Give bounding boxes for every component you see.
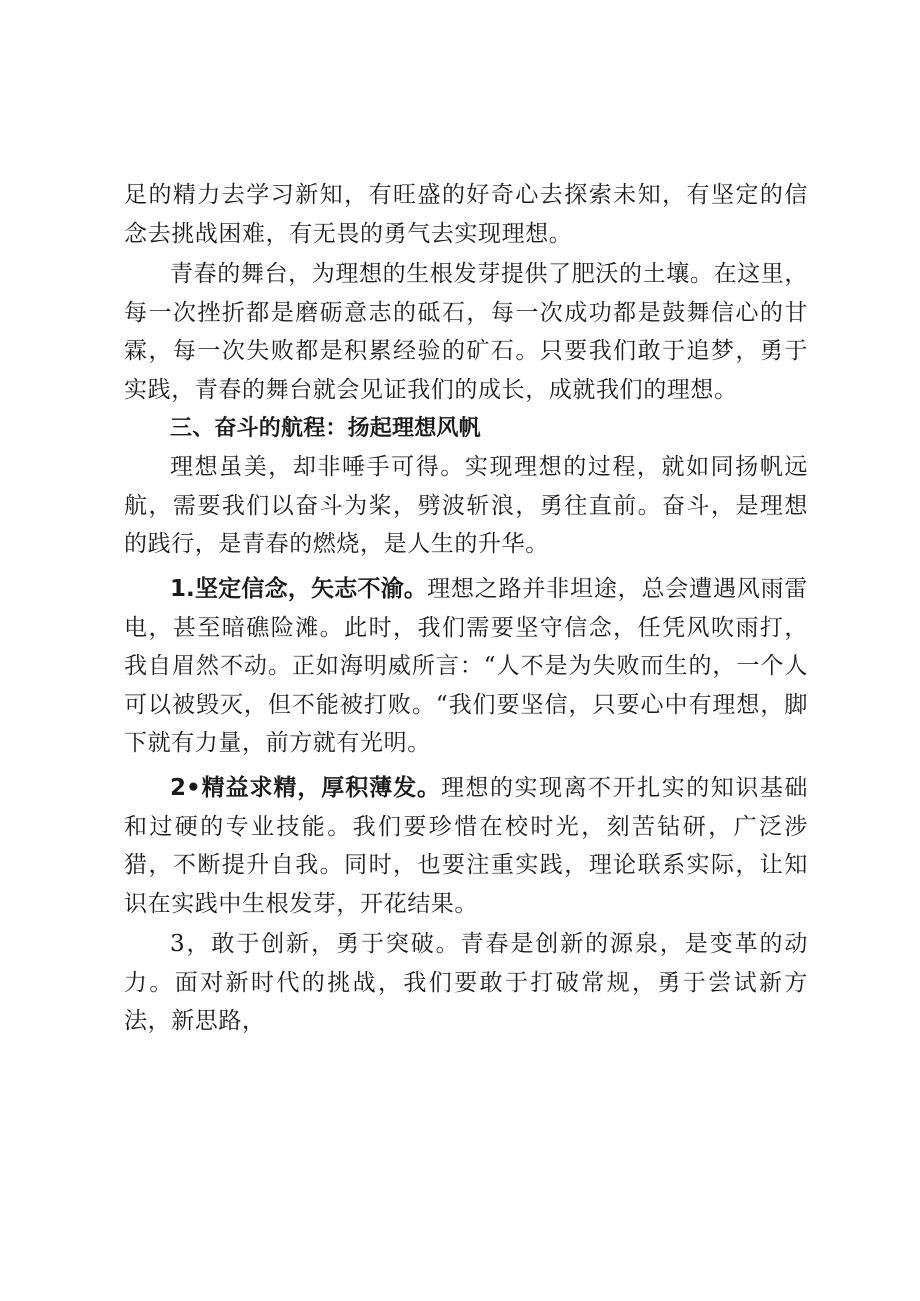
document-body xyxy=(124,176,808,1041)
list-item-3: 3，敢于创新，勇于突破。青春是创新的源泉，是变革的动力。面对新时代的挑战，我们要敢于打破常规，勇于尝试新方法，新思路， xyxy=(124,931,808,1035)
list-item-2 xyxy=(124,769,808,923)
list-item-1-body: 理想之路并非坦途，总会遭遇风雨雷电，甚至暗礁险滩。此时，我们需要坚守信念，任凭风吹雨打，我自眉然不动。正如海明威所言：“人不是为失败而生的，一个人可以被毁灭，但不能被打败。“我们要坚信，只要心中有理想，脚下就有力量，前方就有光明。 xyxy=(124,575,808,757)
list-item-2-lead: 2•精益求精，厚积薄发。 xyxy=(170,774,441,801)
list-item-2-body: 理想的实现离不开扎实的知识基础和过硬的专业技能。我们要珍惜在校时光，刻苦钻研，广泛涉猎，不断提升自我。同时，也要注重实践，理论联系实际，让知识在实践中生根发芽，开花结果。 xyxy=(124,774,808,917)
paragraph-youth-stage: 青春的舞台，为理想的生根发芽提供了肥沃的土壤。在这里，每一次挫折都是磨砺意志的砥石，每一次成功都是鼓舞信心的甘霖，每一次失败都是积累经验的矿石。只要我们敢于追梦，勇于实践，青春的舞台就会见证我们的成长，成就我们的理想。 xyxy=(124,261,808,403)
list-item-1 xyxy=(124,570,808,763)
list-item-1-lead: 1.坚定信念，矢志不渝。 xyxy=(170,575,428,602)
paragraph-struggle-intro: 理想虽美，却非唾手可得。实现理想的过程，就如同扬帆远航，需要我们以奋斗为桨，劈波斩浪，勇往直前。奋斗，是理想的践行，是青春的燃烧，是人生的升华。 xyxy=(124,454,808,558)
section-heading-3: 三、奋斗的航程：扬起理想风帆 xyxy=(170,415,481,441)
paragraph-continued: 足的精力去学习新知，有旺盛的好奇心去探索未知，有坚定的信念去挑战困难，有无畏的勇气去实现理想。 xyxy=(124,182,808,247)
